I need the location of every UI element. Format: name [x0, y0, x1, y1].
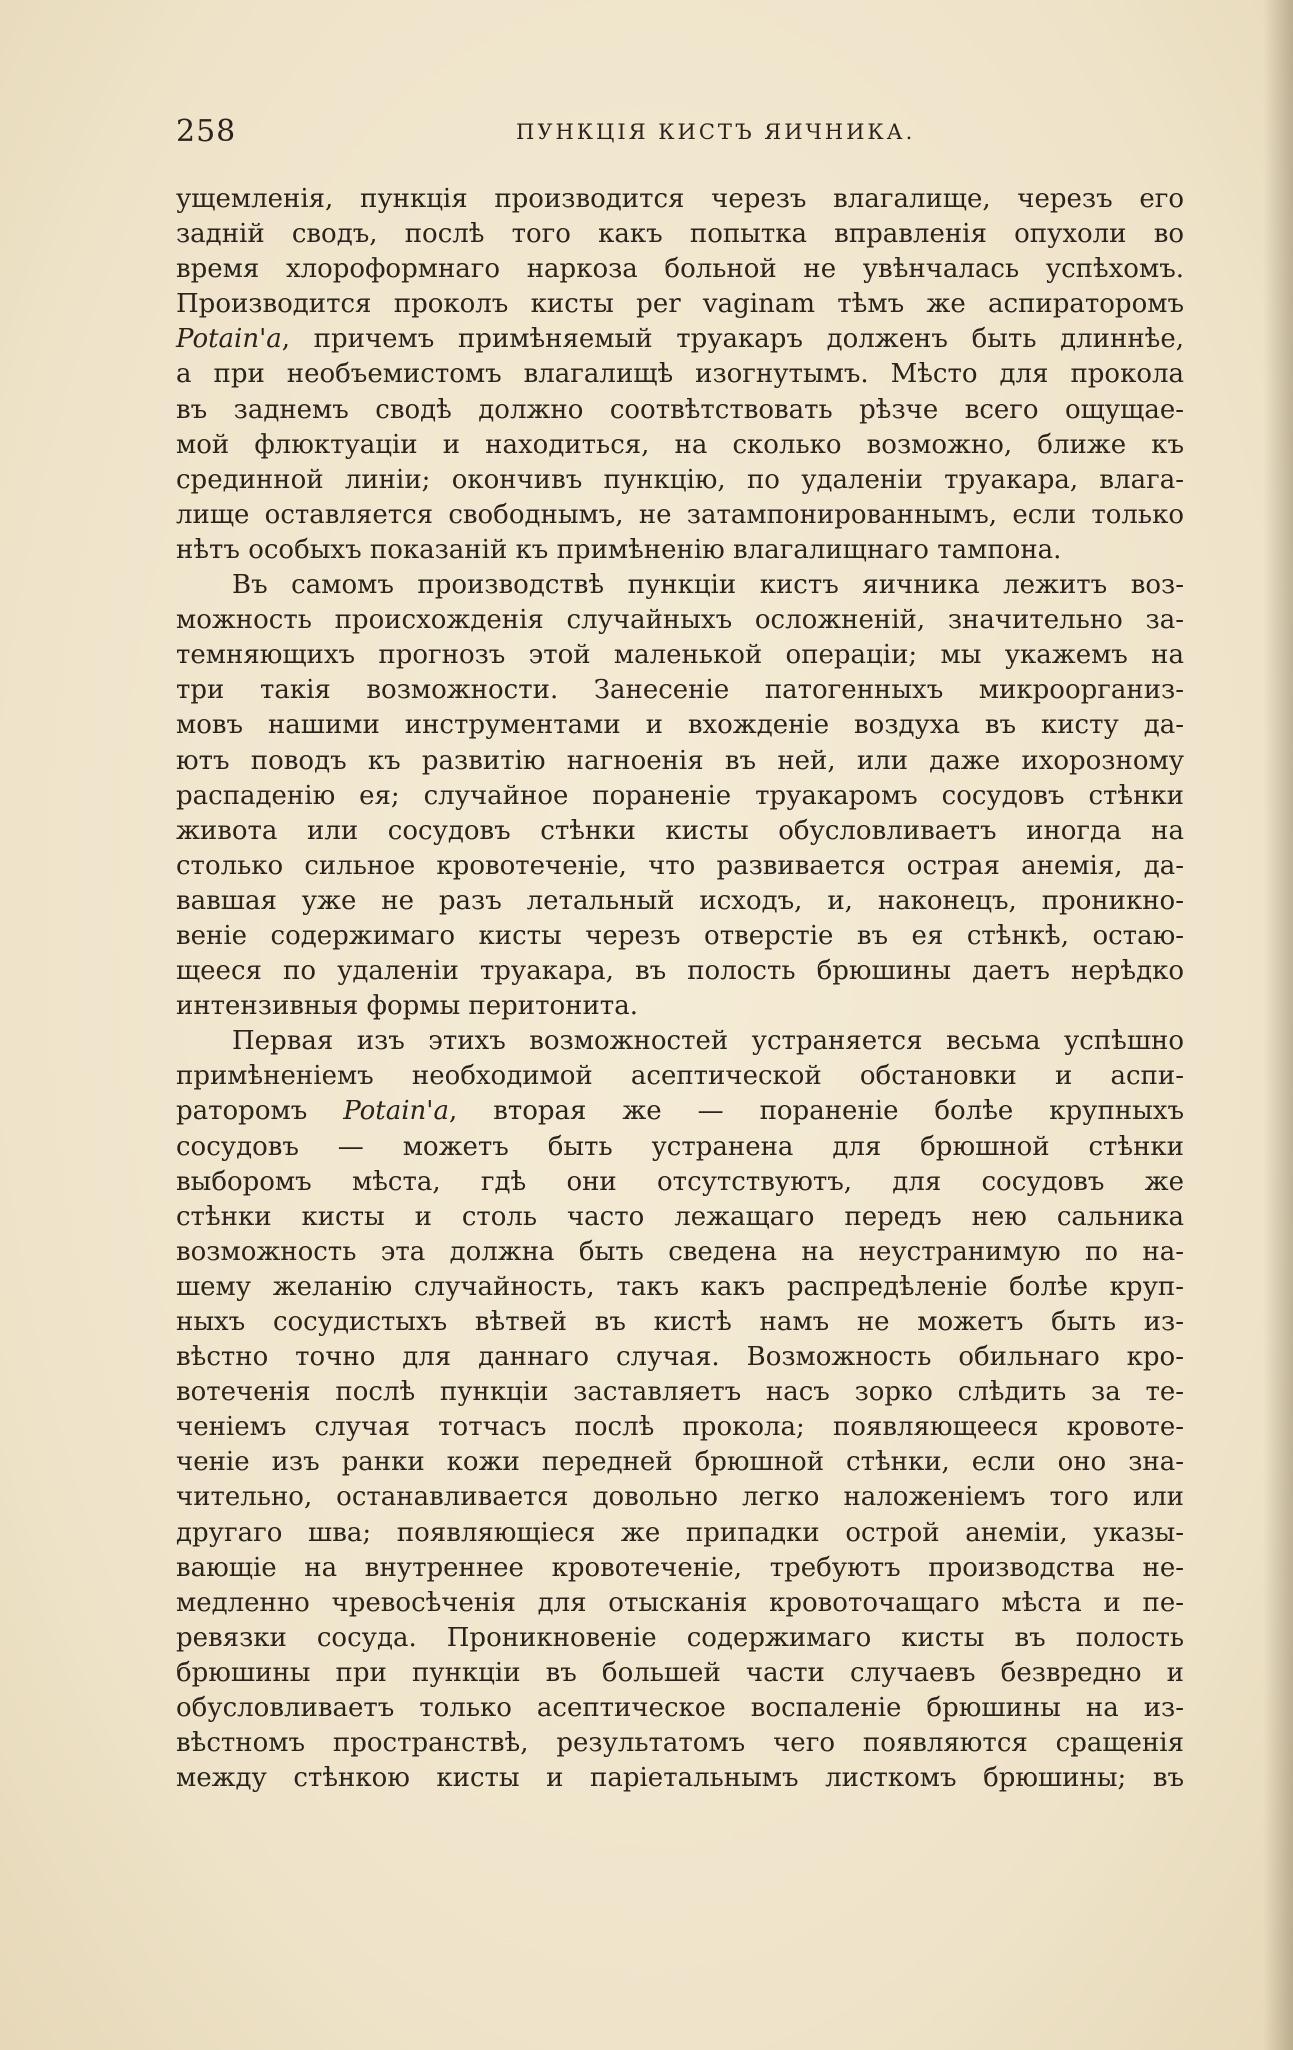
text-line: время хлороформнаго наркоза больной не увѣнчалась успѣхомъ. [176, 254, 1184, 285]
text-line: вѣстномъ пространствѣ, результатомъ чего появляются сращенія [176, 1728, 1184, 1759]
text-line: темняющихъ прогнозъ этой маленькой операціи; мы укажемъ на [176, 640, 1184, 671]
text-line: распаденію ея; случайное пораненіе труакаромъ сосудовъ стѣнки [176, 780, 1184, 811]
text-line: а при необъемистомъ влагалищѣ изогнутымъ. Мѣсто для прокола [176, 359, 1184, 390]
text-line: въ заднемъ сводѣ должно соотвѣтствовать рѣзче всего ощущае- [176, 394, 1184, 425]
page-number: 258 [176, 114, 237, 149]
text-line: задній сводъ, послѣ того какъ попытка вправленія опухоли во [176, 219, 1184, 250]
text-line: интензивныя формы перитонита. [176, 991, 638, 1022]
text-line: стѣнки кисты и столь часто лежащаго передъ нею сальника [176, 1201, 1184, 1232]
author-name-italic: Potain'a [176, 324, 282, 355]
text-line: вотеченія послѣ пункціи заставляетъ насъ зорко слѣдить за те- [176, 1377, 1184, 1408]
text-line: ревязки сосуда. Проникновеніе содержимаго кисты въ полость [176, 1622, 1184, 1653]
text-line: столько сильное кровотеченіе, что развивается острая анемія, да- [176, 850, 1184, 881]
text-line: между стѣнкою кисты и паріетальнымъ листкомъ брюшины; въ [176, 1763, 1184, 1794]
text-line: живота или сосудовъ стѣнки кисты обусловливаетъ иногда на [176, 815, 1184, 846]
running-title: ПУНКЦІЯ КИСТЪ ЯИЧНИКА. [516, 120, 916, 144]
text-line: ченіе изъ ранки кожи передней брюшной стѣнки, если оно зна- [176, 1447, 1184, 1478]
author-name-italic: Potain'a [343, 1096, 449, 1127]
text-line: медленно чревосѣченія для отысканія кровоточащаго мѣста и пе- [176, 1587, 1184, 1618]
text-line: чительно, останавливается довольно легко наложеніемъ того или [176, 1482, 1184, 1513]
text-line: ущемленія, пункція производится черезъ влагалище, черезъ его [176, 184, 1184, 214]
text-line: Первая изъ этихъ возможностей устраняется весьма успѣшно [232, 1026, 1184, 1057]
text-line: щееся по удаленіи труакара, въ полость брюшины даетъ нерѣдко [176, 956, 1184, 987]
text-line: ченіемъ случая тотчасъ послѣ прокола; появляющееся кровоте- [176, 1412, 1184, 1443]
text-line: Производится проколъ кисты per vaginam тѣмъ же аспираторомъ [176, 289, 1184, 320]
text-line: выборомъ мѣста, гдѣ они отсутствуютъ, для сосудовъ же [176, 1166, 1184, 1197]
text-line: брюшины при пункціи въ большей части случаевъ безвредно и [176, 1657, 1184, 1688]
page-edge-shadow [1263, 0, 1293, 2050]
text-line: шему желанію случайность, такъ какъ распредѣленіе болѣе круп- [176, 1271, 1184, 1302]
text-line: Potain'a, причемъ примѣняемый труакаръ долженъ быть длиннѣе, [176, 324, 1184, 355]
text-line: вавшая уже не разъ летальный исходъ, и, наконецъ, проникно- [176, 885, 1184, 916]
text-line: раторомъ Potain'a, вторая же — пораненіе болѣе крупныхъ [176, 1096, 1184, 1127]
text-line: нѣтъ особыхъ показаній къ примѣненію влагалищнаго тампона. [176, 534, 1062, 565]
text-line: три такія возможности. Занесеніе патогенныхъ микроорганиз- [176, 675, 1184, 706]
text-line: вающіе на внутреннее кровотеченіе, требуютъ производства не- [176, 1552, 1184, 1583]
text-line: Въ самомъ производствѣ пункціи кистъ яичника лежитъ воз- [232, 570, 1184, 601]
text-line: ютъ поводъ къ развитію нагноенія въ ней, или даже ихорозному [176, 745, 1184, 776]
text-line: веніе содержимаго кисты черезъ отверстіе въ ея стѣнкѣ, остаю- [176, 920, 1184, 951]
text-line: ныхъ сосудистыхъ вѣтвей въ кистѣ намъ не можетъ быть из- [176, 1307, 1184, 1337]
text-line: вѣстно точно для даннаго случая. Возможность обильнаго кро- [176, 1342, 1184, 1373]
text-line: примѣненіемъ необходимой асептической обстановки и аспи- [176, 1061, 1184, 1092]
body-text [176, 182, 1184, 1796]
text-line: лище оставляется свободнымъ, не затампонированнымъ, если только [176, 499, 1184, 530]
text-line: мовъ нашими инструментами и вхожденіе воздуха въ кисту да- [176, 710, 1184, 741]
text-line: можность происхожденія случайныхъ осложненій, значительно за- [176, 605, 1184, 636]
text-line: возможность эта должна быть сведена на неустранимую по на- [176, 1236, 1184, 1267]
text-line: обусловливаетъ только асептическое воспаленіе брюшины на из- [176, 1693, 1184, 1724]
text-line: другаго шва; появляющіеся же припадки острой анеміи, указы- [176, 1517, 1184, 1548]
text-line: сосудовъ — можетъ быть устранена для брюшной стѣнки [176, 1131, 1184, 1162]
page-header [176, 112, 1186, 152]
text-line: мой флюктуаціи и находиться, на сколько возможно, ближе къ [176, 429, 1184, 460]
text-line: срединной линіи; окончивъ пункцію, по удаленіи труакара, влага- [176, 464, 1184, 495]
